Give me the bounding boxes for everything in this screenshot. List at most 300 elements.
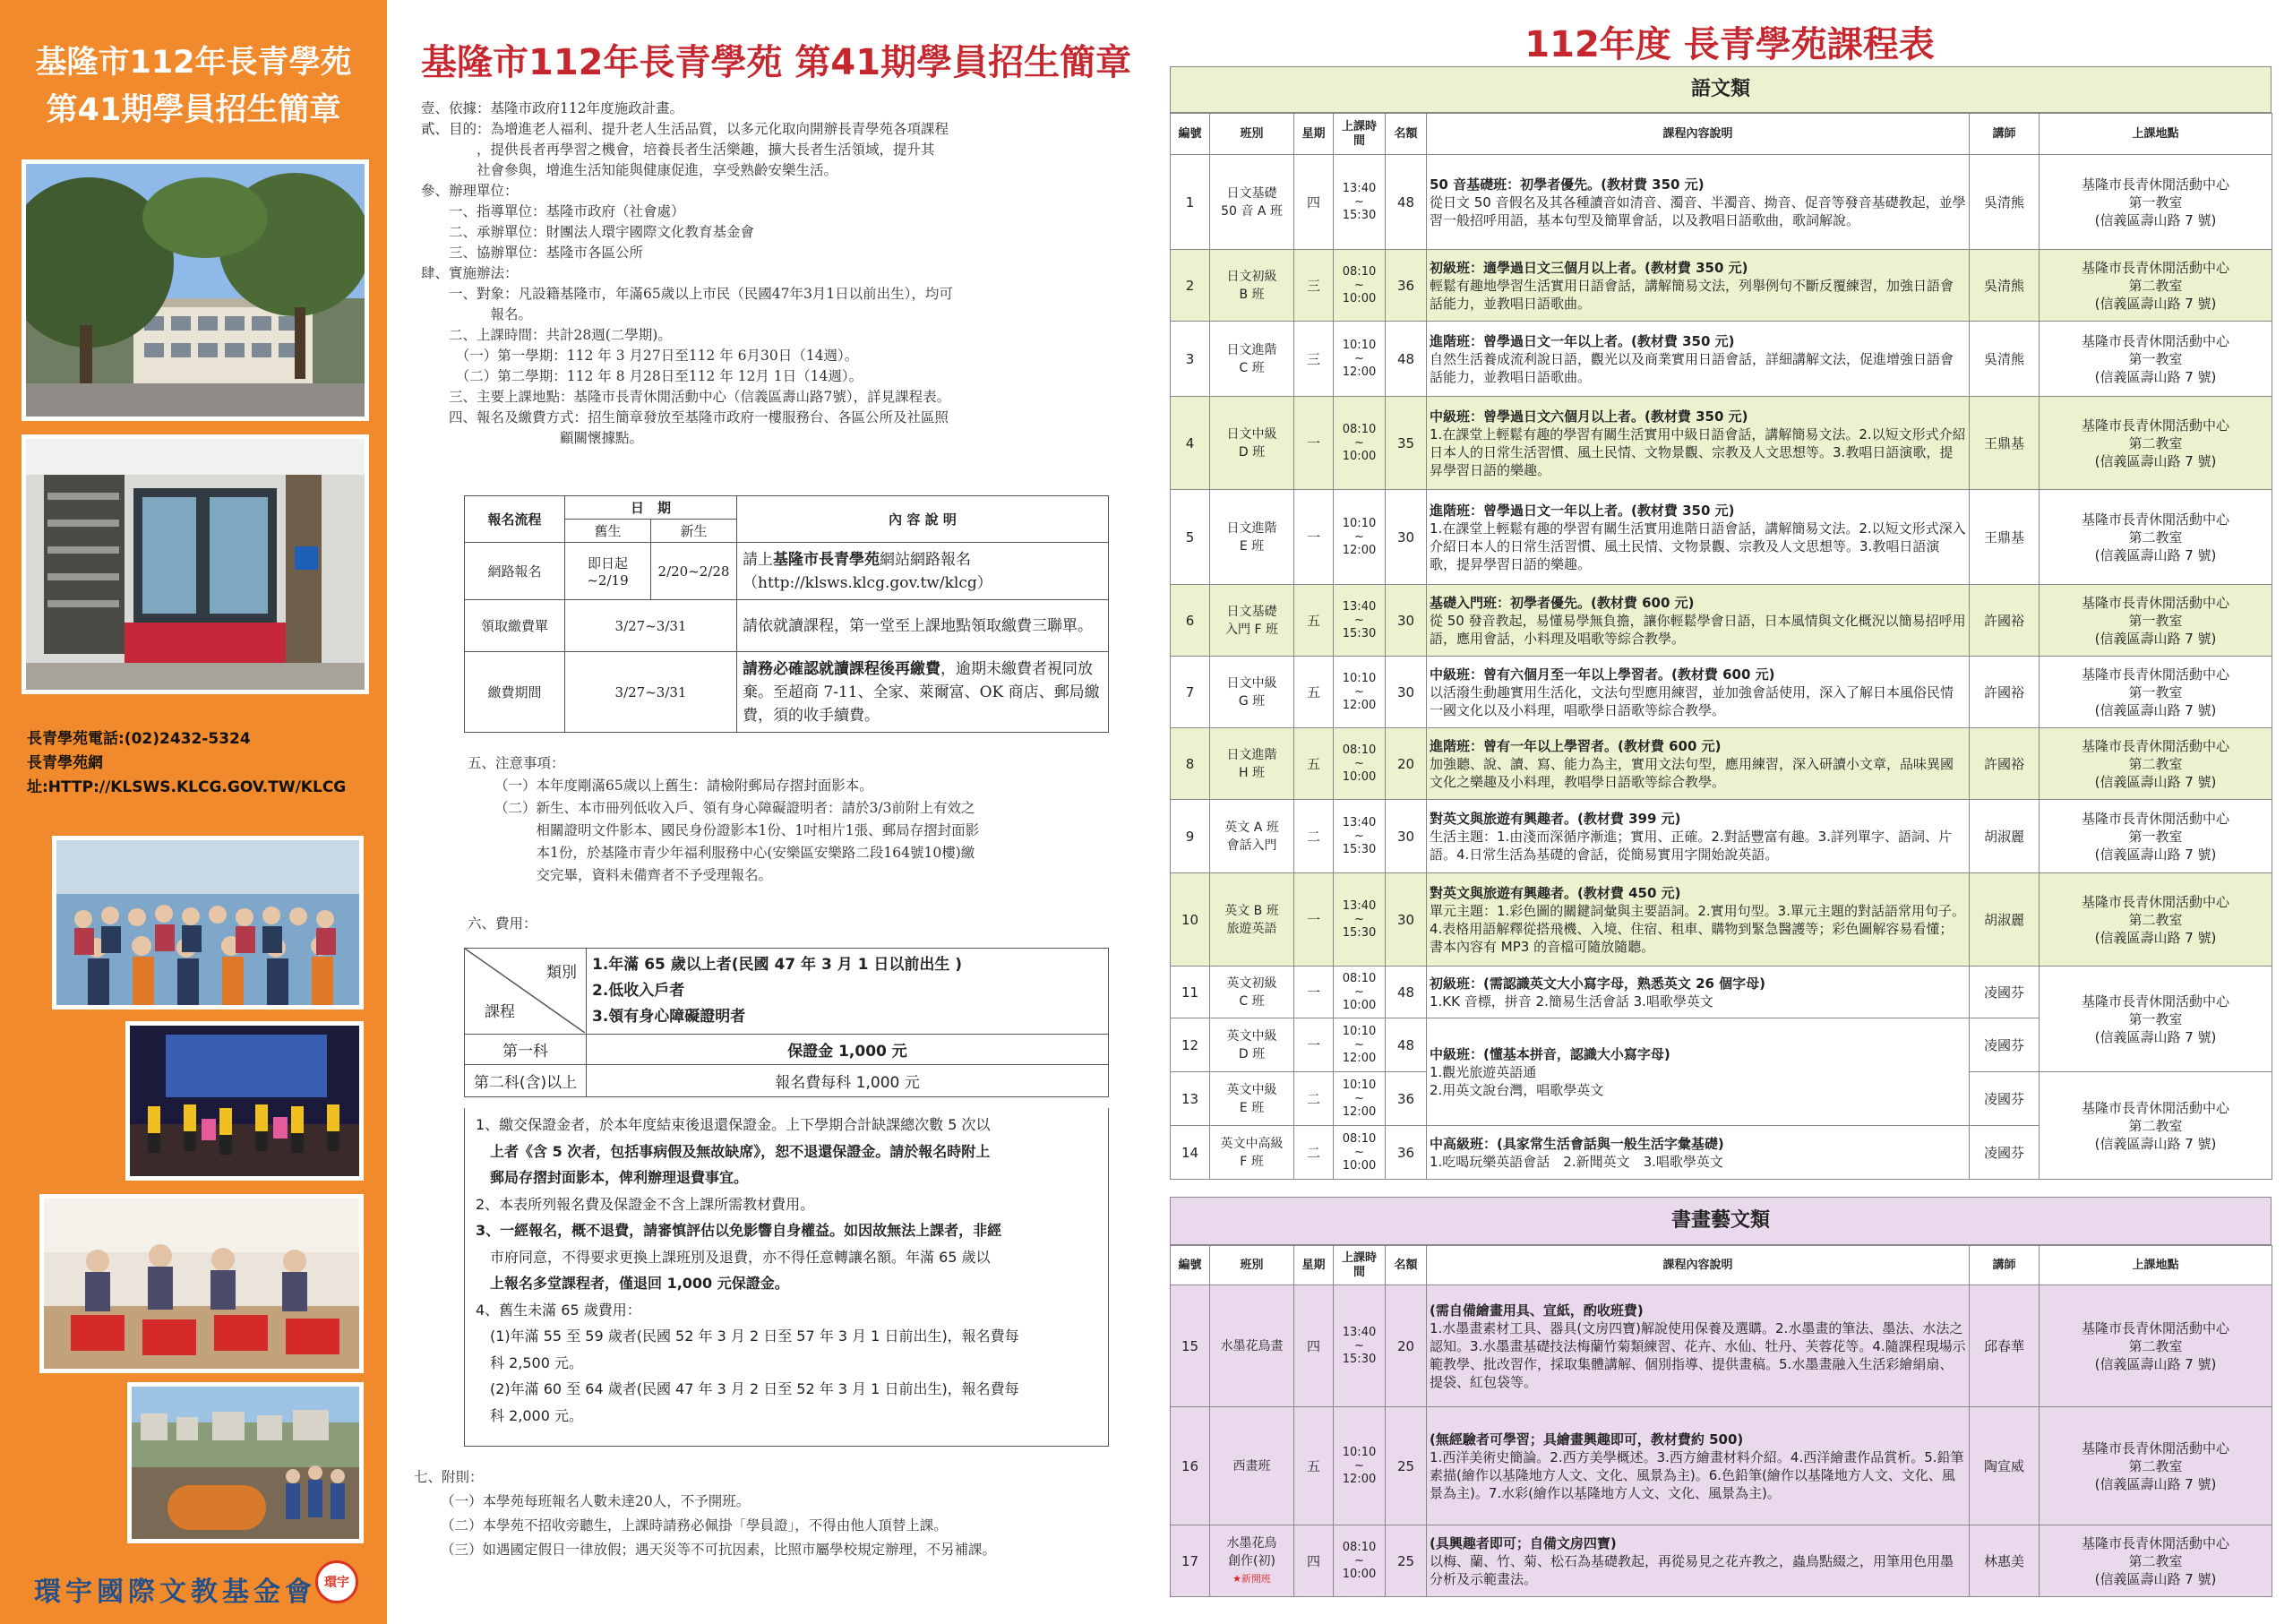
- table-row: [465, 600, 1109, 652]
- reg-line: 顧關懷據點。: [421, 430, 644, 446]
- desc-head: 基礎入門班：初學者優先。(教材費 600 元): [1430, 594, 1695, 611]
- location-center: 基隆市長青休閒活動中心: [2081, 176, 2229, 193]
- table-row: [1171, 397, 2272, 490]
- foundation-logo-text: 環宇國際文教基金會: [34, 1577, 316, 1608]
- location-center: 基隆市長青休閒活動中心: [2081, 893, 2229, 910]
- location-room: 第一教室: [2128, 828, 2183, 845]
- class-name: 日文初級 B 班: [1226, 269, 1277, 302]
- th-teacher: 講師: [1970, 1246, 2040, 1285]
- cell-capacity: 25: [1386, 1525, 1427, 1597]
- location-center: 基隆市長青休閒活動中心: [2081, 1534, 2229, 1551]
- reg-line: 貳、目的：為增進老人福利、提升老人生活品質，以多元化取向開辦長青學苑各項課程: [421, 121, 949, 137]
- fee-table: [464, 948, 1109, 1097]
- cell-capacity: 36: [1386, 250, 1427, 322]
- location-address: (信義區壽山路 7 號): [2094, 929, 2217, 946]
- cell-no: 8: [1171, 728, 1210, 800]
- location-room: 第二教室: [2128, 911, 2183, 928]
- location-address: (信義區壽山路 7 號): [2094, 846, 2217, 863]
- cell-description: [1427, 1126, 1970, 1180]
- class-name: 日文進階 E 班: [1226, 520, 1277, 554]
- reg-line: 三、主要上課地點：基隆市長青休閒活動中心（信義區壽山路7號），詳見課程表。: [421, 389, 951, 405]
- table-row: [1171, 250, 2272, 322]
- cell-description: [1427, 250, 1970, 322]
- regulations-body: [421, 99, 953, 449]
- fee-title: 六、費用：: [468, 915, 537, 932]
- cell-time: 08:10 ~ 10:00: [1334, 250, 1386, 322]
- fee-note-line: 3、一經報名，概不退費，請審慎評估以免影響自身權益。如因故無法上課者，非經: [476, 1222, 1002, 1239]
- schedule-title: 112年度 長青學苑課程表: [1524, 24, 1935, 65]
- cell-day: 一: [1294, 397, 1334, 490]
- location-address: (信義區壽山路 7 號): [2094, 368, 2217, 385]
- cell-class: [1210, 1407, 1294, 1525]
- cell-time: 08:10 ~ 10:00: [1334, 1126, 1386, 1180]
- cell-capacity: 30: [1386, 585, 1427, 657]
- fee-note-line: 上報名多堂課程者，僅退回 1,000 元保證金。: [490, 1275, 789, 1292]
- table-row: [1171, 155, 2272, 250]
- cell-day: 五: [1294, 1407, 1334, 1525]
- desc-body: 輕鬆有趣地學習生活實用日語會話，講解簡易文法，列舉例句不斷反覆練習，加強日語會話能力，並教唱日語歌曲。: [1430, 277, 1954, 312]
- location-room: 第二教室: [2128, 755, 2183, 772]
- fee-r1-value: 保證金 1,000 元: [587, 1035, 1109, 1065]
- th-no: 編號: [1171, 1246, 1210, 1285]
- desc-head: 50 音基礎班：初學者優先。(教材費 350 元): [1430, 176, 1705, 193]
- cell-time: 08:10 ~ 10:00: [1334, 397, 1386, 490]
- location-center: 基隆市長青休閒活動中心: [2081, 666, 2229, 683]
- cell-capacity: 30: [1386, 490, 1427, 585]
- location-address: (信義區壽山路 7 號): [2094, 1475, 2217, 1492]
- location-room: 第一教室: [2128, 350, 2183, 367]
- location-address: (信義區壽山路 7 號): [2094, 773, 2217, 790]
- sidebar: [0, 0, 387, 1624]
- class-name: 日文進階 C 班: [1226, 342, 1277, 375]
- reg-line: 社會參與，增進生活知能與健康促進，享受熟齡安樂生活。: [421, 162, 838, 178]
- cell-description: [1427, 728, 1970, 800]
- schedule-header-row: [1171, 1246, 2272, 1285]
- desc-head: 對英文與旅遊有興趣者。(教材費 399 元): [1430, 810, 1681, 827]
- cell-description: [1427, 657, 1970, 728]
- desc-head: (需自備繪畫用具、宣紙，酌收班費): [1430, 1302, 1644, 1319]
- desc-body: 1.KK 音標，拼音 2.簡易生活會話 3.唱歌學英文: [1430, 992, 1713, 1010]
- reg-line: 二、承辦單位：財團法人環宇國際文化教育基金會: [421, 224, 755, 240]
- cell-location: [2040, 967, 2272, 1072]
- cell-no: 10: [1171, 873, 1210, 967]
- appendix-title: 七、附則：: [414, 1469, 484, 1485]
- location-room: 第二教室: [2128, 1117, 2183, 1134]
- table-row: [465, 1035, 1109, 1065]
- cell-location: [2040, 873, 2272, 967]
- location-address: (信義區壽山路 7 號): [2094, 211, 2217, 228]
- fee-notes: [464, 1108, 1109, 1447]
- cell-day: 二: [1294, 1072, 1334, 1126]
- desc-body: 1.在課堂上輕鬆有趣的學習有關生活實用中級日語會話，講解簡易文法。2.以短文形式介紹日本人的日常生活習慣、風土民情、文物景觀、宗教及人文思想等。3.教唱日語演歌，提昇學習日語的樂趣。: [1430, 425, 1966, 478]
- cell-description: [1427, 1407, 1970, 1525]
- desc-body: 1.吃喝玩樂英語會話 2.新聞英文 3.唱歌學英文: [1430, 1153, 1723, 1170]
- cell-location: [2040, 585, 2272, 657]
- cell-class: 英文初級 C 班: [1210, 967, 1294, 1018]
- cell-class: [1210, 873, 1294, 967]
- table-row: [1171, 1407, 2272, 1525]
- row-content: 請依就讀課程，第一堂至上課地點領取繳費三聯單。: [737, 600, 1109, 652]
- th-location: 上課地點: [2040, 1246, 2272, 1285]
- location-center: 基隆市長青休閒活動中心: [2081, 810, 2229, 827]
- cell-teacher: 王鼎基: [1970, 397, 2040, 490]
- appendix-line: （三）如遇國定假日一律放假；遇天災等不可抗因素，比照市屬學校規定辦理，不另補課。: [441, 1542, 997, 1558]
- desc-body: 加強聽、說、讀、寫、能力為主，實用文法句型，應用練習，深入研讀小文章，品味異國文化之樂趣及小料理，教唱學日語歌等綜合教學。: [1430, 755, 1954, 790]
- fee-note-line: 1、繳交保證金者，於本年度結束後退還保證金。上下學期合計缺課總次數 5 次以: [476, 1116, 991, 1133]
- cell-time: 08:10 ~ 10:00: [1334, 1525, 1386, 1597]
- note-line: 相關證明文件影本、國民身份證影本1份、1吋相片1張、郵局存摺封面影: [494, 822, 980, 838]
- regulations-title: 基隆市112年長青學苑 第41期學員招生簡章: [421, 42, 1132, 83]
- desc-head: 對英文與旅遊有興趣者。(教材費 450 元): [1430, 884, 1681, 901]
- cell-teacher: 凌國芬: [1970, 967, 2040, 1018]
- desc-body: 1.西洋美術史簡論。2.西方美學概述。3.西方繪畫材料介紹。4.西洋繪畫作品賞析。5.鉛筆素描(繪作以基隆地方人文、文化、風景為主)。6.色鉛筆(繪作以基隆地方人文、文化、風景為主)。7.水彩(繪作以基隆地方人文、文化、風景為主)。: [1430, 1448, 1964, 1501]
- cell-teacher: 林惠美: [1970, 1525, 2040, 1597]
- cell-time: 10:10 ~ 12:00: [1334, 657, 1386, 728]
- note-line: （一）本年度剛滿65歲以上舊生：請檢附郵局存摺封面影本。: [494, 778, 873, 794]
- reg-line: 肆、實施辦法：: [421, 265, 519, 281]
- cell-class: [1210, 728, 1294, 800]
- cell-teacher: 許國裕: [1970, 728, 2040, 800]
- cell-time: 10:10 ~ 12:00: [1334, 1407, 1386, 1525]
- row-name: 領取繳費單: [465, 600, 565, 652]
- cell-teacher: 許國裕: [1970, 585, 2040, 657]
- cell-time: 13:40 ~ 15:30: [1334, 1285, 1386, 1407]
- new-class-badge: ★新開班: [1232, 1572, 1271, 1585]
- contact-info: [27, 727, 387, 800]
- class-name: 日文基礎 入門 F 班: [1225, 604, 1278, 637]
- cell-no: 6: [1171, 585, 1210, 657]
- fee-type: 2.低收入戶者: [592, 982, 685, 1000]
- fee-note-line: 市府同意，不得要求更換上課班別及退費，亦不得任意轉讓名額。年滿 65 歲以: [490, 1248, 991, 1266]
- cell-class: [1210, 585, 1294, 657]
- fee-types: [587, 949, 1109, 1035]
- fee-note-line: 科 2,000 元。: [490, 1406, 583, 1424]
- reg-line: 三、協辦單位：基隆市各區公所: [421, 245, 644, 261]
- fee-diagonal-header: [465, 949, 587, 1035]
- cell-location: [2040, 250, 2272, 322]
- fee-note-line: 郵局存摺封面影本，俾利辦理退費事宜。: [490, 1169, 749, 1186]
- cell-class: [1210, 397, 1294, 490]
- content-bold: 基隆市長青學苑: [773, 550, 880, 569]
- location-room: 第二教室: [2128, 1337, 2183, 1354]
- appendix-section: [414, 1465, 996, 1562]
- cell-class: [1210, 250, 1294, 322]
- location-room: 第二教室: [2128, 1457, 2183, 1474]
- th-time: 上課時間: [1334, 114, 1386, 155]
- desc-head: 初級班：(需認識英文大小寫字母，熟悉英文 26 個字母): [1430, 975, 1766, 992]
- th-location: 上課地點: [2040, 114, 2272, 155]
- cell-capacity: 30: [1386, 657, 1427, 728]
- content-part: 請上: [743, 550, 773, 569]
- desc-body: 2.用英文說台灣，唱歌學英文: [1430, 1081, 1604, 1098]
- calligraphy-class-photo: [39, 1194, 364, 1373]
- cell-description: [1427, 397, 1970, 490]
- location-center: 基隆市長青休閒活動中心: [2081, 417, 2229, 434]
- notes-section: [468, 752, 979, 887]
- cell-day: 一: [1294, 873, 1334, 967]
- building-photo: [21, 159, 369, 421]
- location-address: (信義區壽山路 7 號): [2094, 1355, 2217, 1372]
- cell-no: 1: [1171, 155, 1210, 250]
- cell-day: 四: [1294, 155, 1334, 250]
- cell-class: [1210, 1285, 1294, 1407]
- reg-line: 二、上課時間：共計28週(二學期)。: [421, 327, 672, 343]
- note-line: 交完畢，資料未備齊者不予受理報名。: [494, 867, 773, 883]
- sidebar-title-line2: 第41期學員招生簡章: [46, 92, 341, 128]
- location-address: (信義區壽山路 7 號): [2094, 1028, 2217, 1045]
- sidebar-title-line1: 基隆市112年長青學苑: [35, 45, 352, 81]
- desc-body: 以活潑生動趣實用生活化，文法句型應用練習，並加強會話使用，深入了解日本風俗民情一國文化以及小料理，唱歌學日語歌等綜合教學。: [1430, 683, 1954, 718]
- th-day: 星期: [1294, 1246, 1334, 1285]
- location-center: 基隆市長青休閒活動中心: [2081, 737, 2229, 754]
- cell-class: [1210, 1525, 1294, 1597]
- cell-day: 二: [1294, 1126, 1334, 1180]
- reg-line: 壹、依據：基隆市政府112年度施政計畫。: [421, 100, 684, 116]
- location-room: 第二教室: [2128, 528, 2183, 546]
- table-row: [1171, 800, 2272, 873]
- cell-location: [2040, 397, 2272, 490]
- cell-day: 二: [1294, 800, 1334, 873]
- cell-class: 英文中級 D 班: [1210, 1018, 1294, 1072]
- location-center: 基隆市長青休閒活動中心: [2081, 332, 2229, 349]
- th-description: 課程內容說明: [1427, 1246, 1970, 1285]
- cell-location: [2040, 800, 2272, 873]
- reg-line: （二）第二學期：112 年 8 月28日至112 年 12月 1日（14週）。: [421, 368, 863, 384]
- art-schedule-table: [1170, 1245, 2272, 1597]
- desc-head: (無經驗者可學習；具繪畫興趣即可，教材費約 500): [1430, 1431, 1744, 1448]
- cell-day: 五: [1294, 657, 1334, 728]
- th-old-student: 舊生: [565, 520, 651, 543]
- cell-time: 10:10 ~ 12:00: [1334, 490, 1386, 585]
- cell-teacher: 胡淑麗: [1970, 873, 2040, 967]
- class-name: 水墨花鳥 創作(初): [1226, 1535, 1277, 1568]
- location-center: 基隆市長青休閒活動中心: [2081, 259, 2229, 276]
- reg-line: 參、辦理單位：: [421, 183, 519, 199]
- th-capacity: 名額: [1386, 114, 1427, 155]
- cell-description: [1427, 1018, 1970, 1126]
- row-name: 繳費期間: [465, 652, 565, 733]
- appendix-line: （二）本學苑不招收旁聽生，上課時請務必佩掛「學員證」，不得由他人頂替上課。: [441, 1517, 948, 1534]
- th-day: 星期: [1294, 114, 1334, 155]
- content-bold: 請務必確認就讀課程後再繳費: [743, 659, 940, 678]
- th-no: 編號: [1171, 114, 1210, 155]
- cell-capacity: 35: [1386, 397, 1427, 490]
- th-capacity: 名額: [1386, 1246, 1427, 1285]
- desc-head: (具興趣者即可；自備文房四寶): [1430, 1534, 1617, 1551]
- fee-type: 1.年滿 65 歲以上者(民國 47 年 3 月 1 日以前出生 ): [592, 956, 963, 974]
- cell-time: 13:40 ~ 15:30: [1334, 155, 1386, 250]
- fee-course-label: 課程: [485, 1003, 515, 1021]
- desc-head: 進階班：曾學過日文一年以上者。(教材費 350 元): [1430, 332, 1735, 349]
- location-center: 基隆市長青休閒活動中心: [2081, 1099, 2229, 1116]
- cell-no: 13: [1171, 1072, 1210, 1126]
- desc-body: 1.在課堂上輕鬆有趣的學習有關生活實用進階日語會話，講解簡易文法。2.以短文形式深入介紹日本人的日常生活習慣、風土民情、文物景觀、宗教及人文思想等。3.教唱日語演歌，提昇學習日語的樂趣。: [1430, 520, 1966, 572]
- cell-class: [1210, 155, 1294, 250]
- th-content: 內 容 說 明: [737, 496, 1109, 543]
- cell-day: 三: [1294, 322, 1334, 397]
- cell-teacher: 吳清熊: [1970, 322, 2040, 397]
- cell-location: [2040, 728, 2272, 800]
- cell-location: [2040, 1407, 2272, 1525]
- cell-class: [1210, 657, 1294, 728]
- location-center: 基隆市長青休閒活動中心: [2081, 1319, 2229, 1336]
- cell-class: [1210, 800, 1294, 873]
- table-row: [1171, 967, 2272, 1018]
- location-center: 基隆市長青休閒活動中心: [2081, 992, 2229, 1010]
- location-center: 基隆市長青休閒活動中心: [2081, 594, 2229, 611]
- website-text: 長青學苑網址:HTTP://KLSWS.KLCG.GOV.TW/KLCG: [27, 754, 347, 796]
- table-row: [465, 652, 1109, 733]
- fee-type: 3.領有身心障礙證明者: [592, 1008, 746, 1026]
- outdoor-trip-photo: [127, 1382, 364, 1543]
- category-language: 語文類: [1170, 66, 2272, 113]
- cell-teacher: 王鼎基: [1970, 490, 2040, 585]
- row-date: 3/27~3/31: [565, 652, 737, 733]
- class-name: 日文中級 G 班: [1226, 675, 1277, 709]
- location-room: 第二教室: [2128, 434, 2183, 451]
- cell-day: 五: [1294, 585, 1334, 657]
- cell-day: 三: [1294, 250, 1334, 322]
- cell-no: 4: [1171, 397, 1210, 490]
- fee-note-line: 上者《含 5 次者，包括事病假及無故缺席》，恕不退還保證金。請於報名時附上: [490, 1142, 991, 1160]
- reg-line: 四、報名及繳費方式：招生簡章發放至基隆市政府一樓服務台、各區公所及社區照: [421, 409, 949, 425]
- class-name: 日文基礎 50 音 A 班: [1221, 185, 1283, 219]
- reg-line: 一、對象：凡設籍基隆市，年滿65歲以上市民（民國47年3月1日以前出生），均可: [421, 286, 953, 302]
- note-line: 本1份，於基隆市青少年福利服務中心(安樂區安樂路二段164號10樓)繳: [494, 845, 975, 861]
- row-name: 網路報名: [465, 543, 565, 600]
- cell-time: 08:10 ~ 10:00: [1334, 728, 1386, 800]
- desc-head: 進階班：曾有一年以上學習者。(教材費 600 元): [1430, 737, 1722, 754]
- row-new-date: 2/20~2/28: [651, 543, 737, 600]
- cell-description: [1427, 967, 1970, 1018]
- location-address: (信義區壽山路 7 號): [2094, 1135, 2217, 1152]
- cell-description: [1427, 873, 1970, 967]
- location-center: 基隆市長青休閒活動中心: [2081, 1439, 2229, 1456]
- cell-capacity: 48: [1386, 322, 1427, 397]
- cell-teacher: 邱春華: [1970, 1285, 2040, 1407]
- location-room: 第一教室: [2128, 1010, 2183, 1027]
- fee-note-line: 4、舊生未滿 65 歲費用：: [476, 1301, 641, 1319]
- cell-location: [2040, 322, 2272, 397]
- location-address: (信義區壽山路 7 號): [2094, 630, 2217, 647]
- th-date: 日 期: [565, 496, 737, 520]
- row-content: [737, 652, 1109, 733]
- language-schedule-table: [1170, 113, 2272, 1180]
- cell-time: 08:10 ~ 10:00: [1334, 967, 1386, 1018]
- table-row: [1171, 657, 2272, 728]
- cell-no: 9: [1171, 800, 1210, 873]
- desc-head: 中級班：曾有六個月至一年以上學習者。(教材費 600 元): [1430, 666, 1775, 683]
- category-art: 書畫藝文類: [1170, 1197, 2272, 1245]
- desc-head: 中級班：曾學過日文六個月以上者。(教材費 350 元): [1430, 408, 1748, 425]
- cell-location: [2040, 1525, 2272, 1597]
- cell-teacher: 胡淑麗: [1970, 800, 2040, 873]
- cell-description: [1427, 585, 1970, 657]
- location-room: 第二教室: [2128, 1552, 2183, 1569]
- cell-time: 13:40 ~ 15:30: [1334, 873, 1386, 967]
- registration-table: [464, 495, 1109, 733]
- location-address: (信義區壽山路 7 號): [2094, 452, 2217, 469]
- location-address: (信義區壽山路 7 號): [2094, 295, 2217, 312]
- location-room: 第一教室: [2128, 683, 2183, 700]
- klcg-link[interactable]: 網站網路報名（http://klsws.klcg.gov.tw/klcg）: [743, 550, 992, 592]
- desc-head: 中高級班：(具家常生活會話與一般生活字彙基礎): [1430, 1135, 1724, 1152]
- cell-teacher: 凌國芬: [1970, 1018, 2040, 1072]
- content-part: ，逾期未繳費者視同放棄。至超商 7-11、全家、萊爾富、OK 商店、郵局繳費，須的收手續費。: [743, 659, 1100, 725]
- location-room: 第二教室: [2128, 277, 2183, 294]
- cell-time: 13:40 ~ 15:30: [1334, 800, 1386, 873]
- cell-day: 四: [1294, 1285, 1334, 1407]
- class-name: 水墨花鳥畫: [1220, 1338, 1284, 1353]
- desc-body: 以梅、蘭、竹、菊、松石為基礎教起，再從易見之花卉教之，蟲鳥點綴之，用筆用色用墨分析及示範畫法。: [1430, 1552, 1954, 1587]
- cell-location: [2040, 1072, 2272, 1180]
- cell-no: 12: [1171, 1018, 1210, 1072]
- location-room: 第一教室: [2128, 612, 2183, 629]
- cell-no: 3: [1171, 322, 1210, 397]
- cell-teacher: 吳清熊: [1970, 250, 2040, 322]
- fee-r1-label: 第一科: [465, 1035, 587, 1065]
- cell-description: [1427, 1285, 1970, 1407]
- cell-time: 10:10 ~ 12:00: [1334, 1018, 1386, 1072]
- location-address: (信義區壽山路 7 號): [2094, 1570, 2217, 1587]
- cell-capacity: 36: [1386, 1072, 1427, 1126]
- cell-teacher: 許國裕: [1970, 657, 2040, 728]
- fee-r2-label: 第二科(含)以上: [465, 1065, 587, 1097]
- row-content: [737, 543, 1109, 600]
- cell-no: 16: [1171, 1407, 1210, 1525]
- cell-description: [1427, 800, 1970, 873]
- table-row: [465, 1065, 1109, 1097]
- notes-title: 五、注意事項：: [468, 755, 565, 771]
- cell-teacher: 陶宣威: [1970, 1407, 2040, 1525]
- cell-no: 17: [1171, 1525, 1210, 1597]
- reg-line: ，提供長者再學習之機會，培養長者生活樂趣，擴大長者生活領域，提升其: [421, 142, 935, 158]
- desc-body: 從 50 發音教起，易懂易學無負擔，讓你輕鬆學會日語，日本風情與文化概況以簡易招呼用語，應用會話，小料理及唱歌等綜合教學。: [1430, 612, 1966, 647]
- fee-note-line: 科 2,500 元。: [490, 1353, 583, 1371]
- desc-head: 初級班：適學過日文三個月以上者。(教材費 350 元): [1430, 259, 1748, 276]
- cell-location: [2040, 490, 2272, 585]
- cell-day: 四: [1294, 1525, 1334, 1597]
- th-new-student: 新生: [651, 520, 737, 543]
- th-teacher: 講師: [1970, 114, 2040, 155]
- cell-teacher: 凌國芬: [1970, 1072, 2040, 1126]
- cell-day: 一: [1294, 1018, 1334, 1072]
- location-room: 第一教室: [2128, 193, 2183, 211]
- th-class: 班別: [1210, 1246, 1294, 1285]
- fee-type-label: 類別: [546, 964, 577, 982]
- class-name: 英文 B 班 旅遊英語: [1224, 903, 1279, 936]
- cell-no: 2: [1171, 250, 1210, 322]
- desc-head: 中級班：(懂基本拼音，認識大小寫字母): [1430, 1045, 1670, 1062]
- fee-r2-value: 報名費每科 1,000 元: [587, 1065, 1109, 1097]
- th-class: 班別: [1210, 114, 1294, 155]
- table-row: [1171, 1525, 2272, 1597]
- table-row: [1171, 1285, 2272, 1407]
- table-row: [1171, 873, 2272, 967]
- class-name: 日文進階 H 班: [1226, 747, 1277, 780]
- cell-teacher: 凌國芬: [1970, 1126, 2040, 1180]
- desc-body: 1.水墨畫素材工具、器具(文房四寶)解說使用保養及選購。2.水墨畫的筆法、墨法、水法之認知。3.水墨畫基礎技法梅蘭竹菊類練習、花卉、水仙、牡丹、芙蓉花等。4.隨課程現場示範教學、批改習作，採取集體講解、個別指導、提供畫稿。5.水墨畫融入生活彩繪絹扇、提袋、紅包袋等。: [1430, 1319, 1966, 1390]
- table-row: [465, 543, 1109, 600]
- foundation-seal-icon: 環宇: [315, 1560, 358, 1603]
- fee-note-line: (1)年滿 55 至 59 歲者(民國 52 年 3 月 2 日至 57 年 3 月 1 日前出生)，報名費每: [490, 1328, 1019, 1345]
- cell-class: [1210, 322, 1294, 397]
- schedule-header-row: [1171, 114, 2272, 155]
- cell-description: [1427, 1525, 1970, 1597]
- reg-line: （一）第一學期：112 年 3 月27日至112 年 6月30日（14週）。: [421, 348, 859, 364]
- cell-capacity: 36: [1386, 1126, 1427, 1180]
- cell-time: 13:40 ~ 15:30: [1334, 585, 1386, 657]
